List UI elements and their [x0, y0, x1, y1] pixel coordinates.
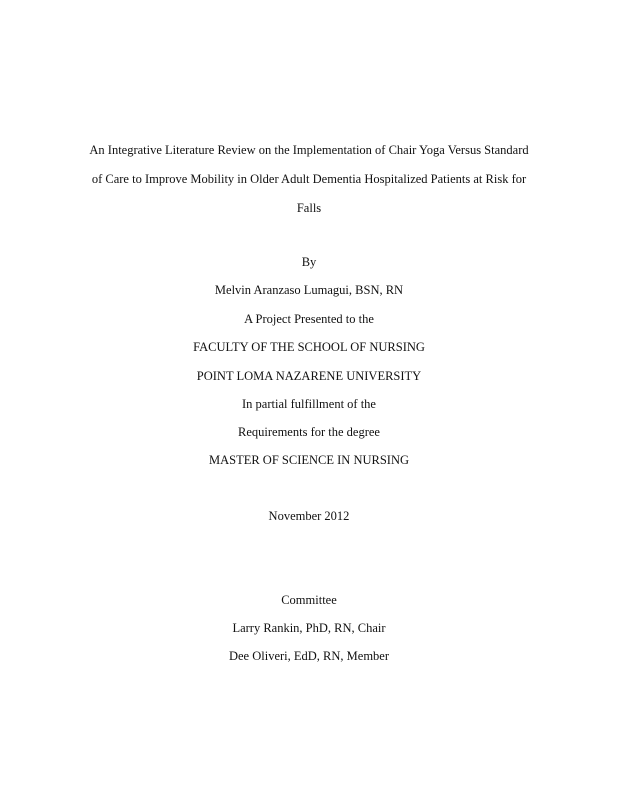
committee-member-chair: Larry Rankin, PhD, RN, Chair — [232, 621, 386, 635]
title-line-3: Falls — [296, 201, 322, 215]
requirements-line: Requirements for the degree — [238, 425, 380, 439]
committee-member: Dee Oliveri, EdD, RN, Member — [228, 649, 390, 663]
degree-line: MASTER OF SCIENCE IN NURSING — [208, 453, 410, 467]
title-line-1: An Integrative Literature Review on the Implementation of Chair Yoga Versus Standard — [89, 143, 529, 157]
date-line: November 2012 — [268, 509, 350, 523]
by-label: By — [301, 255, 317, 269]
faculty-line: FACULTY OF THE SCHOOL OF NURSING — [193, 340, 425, 354]
project-presented-line: A Project Presented to the — [244, 312, 374, 326]
university-line: POINT LOMA NAZARENE UNIVERSITY — [196, 369, 422, 383]
author-name: Melvin Aranzaso Lumagui, BSN, RN — [214, 283, 404, 297]
committee-heading: Committee — [281, 593, 337, 607]
title-line-2: of Care to Improve Mobility in Older Adult Dementia Hospitalized Patients at Risk for — [91, 172, 527, 186]
fulfillment-line: In partial fulfillment of the — [242, 397, 376, 411]
